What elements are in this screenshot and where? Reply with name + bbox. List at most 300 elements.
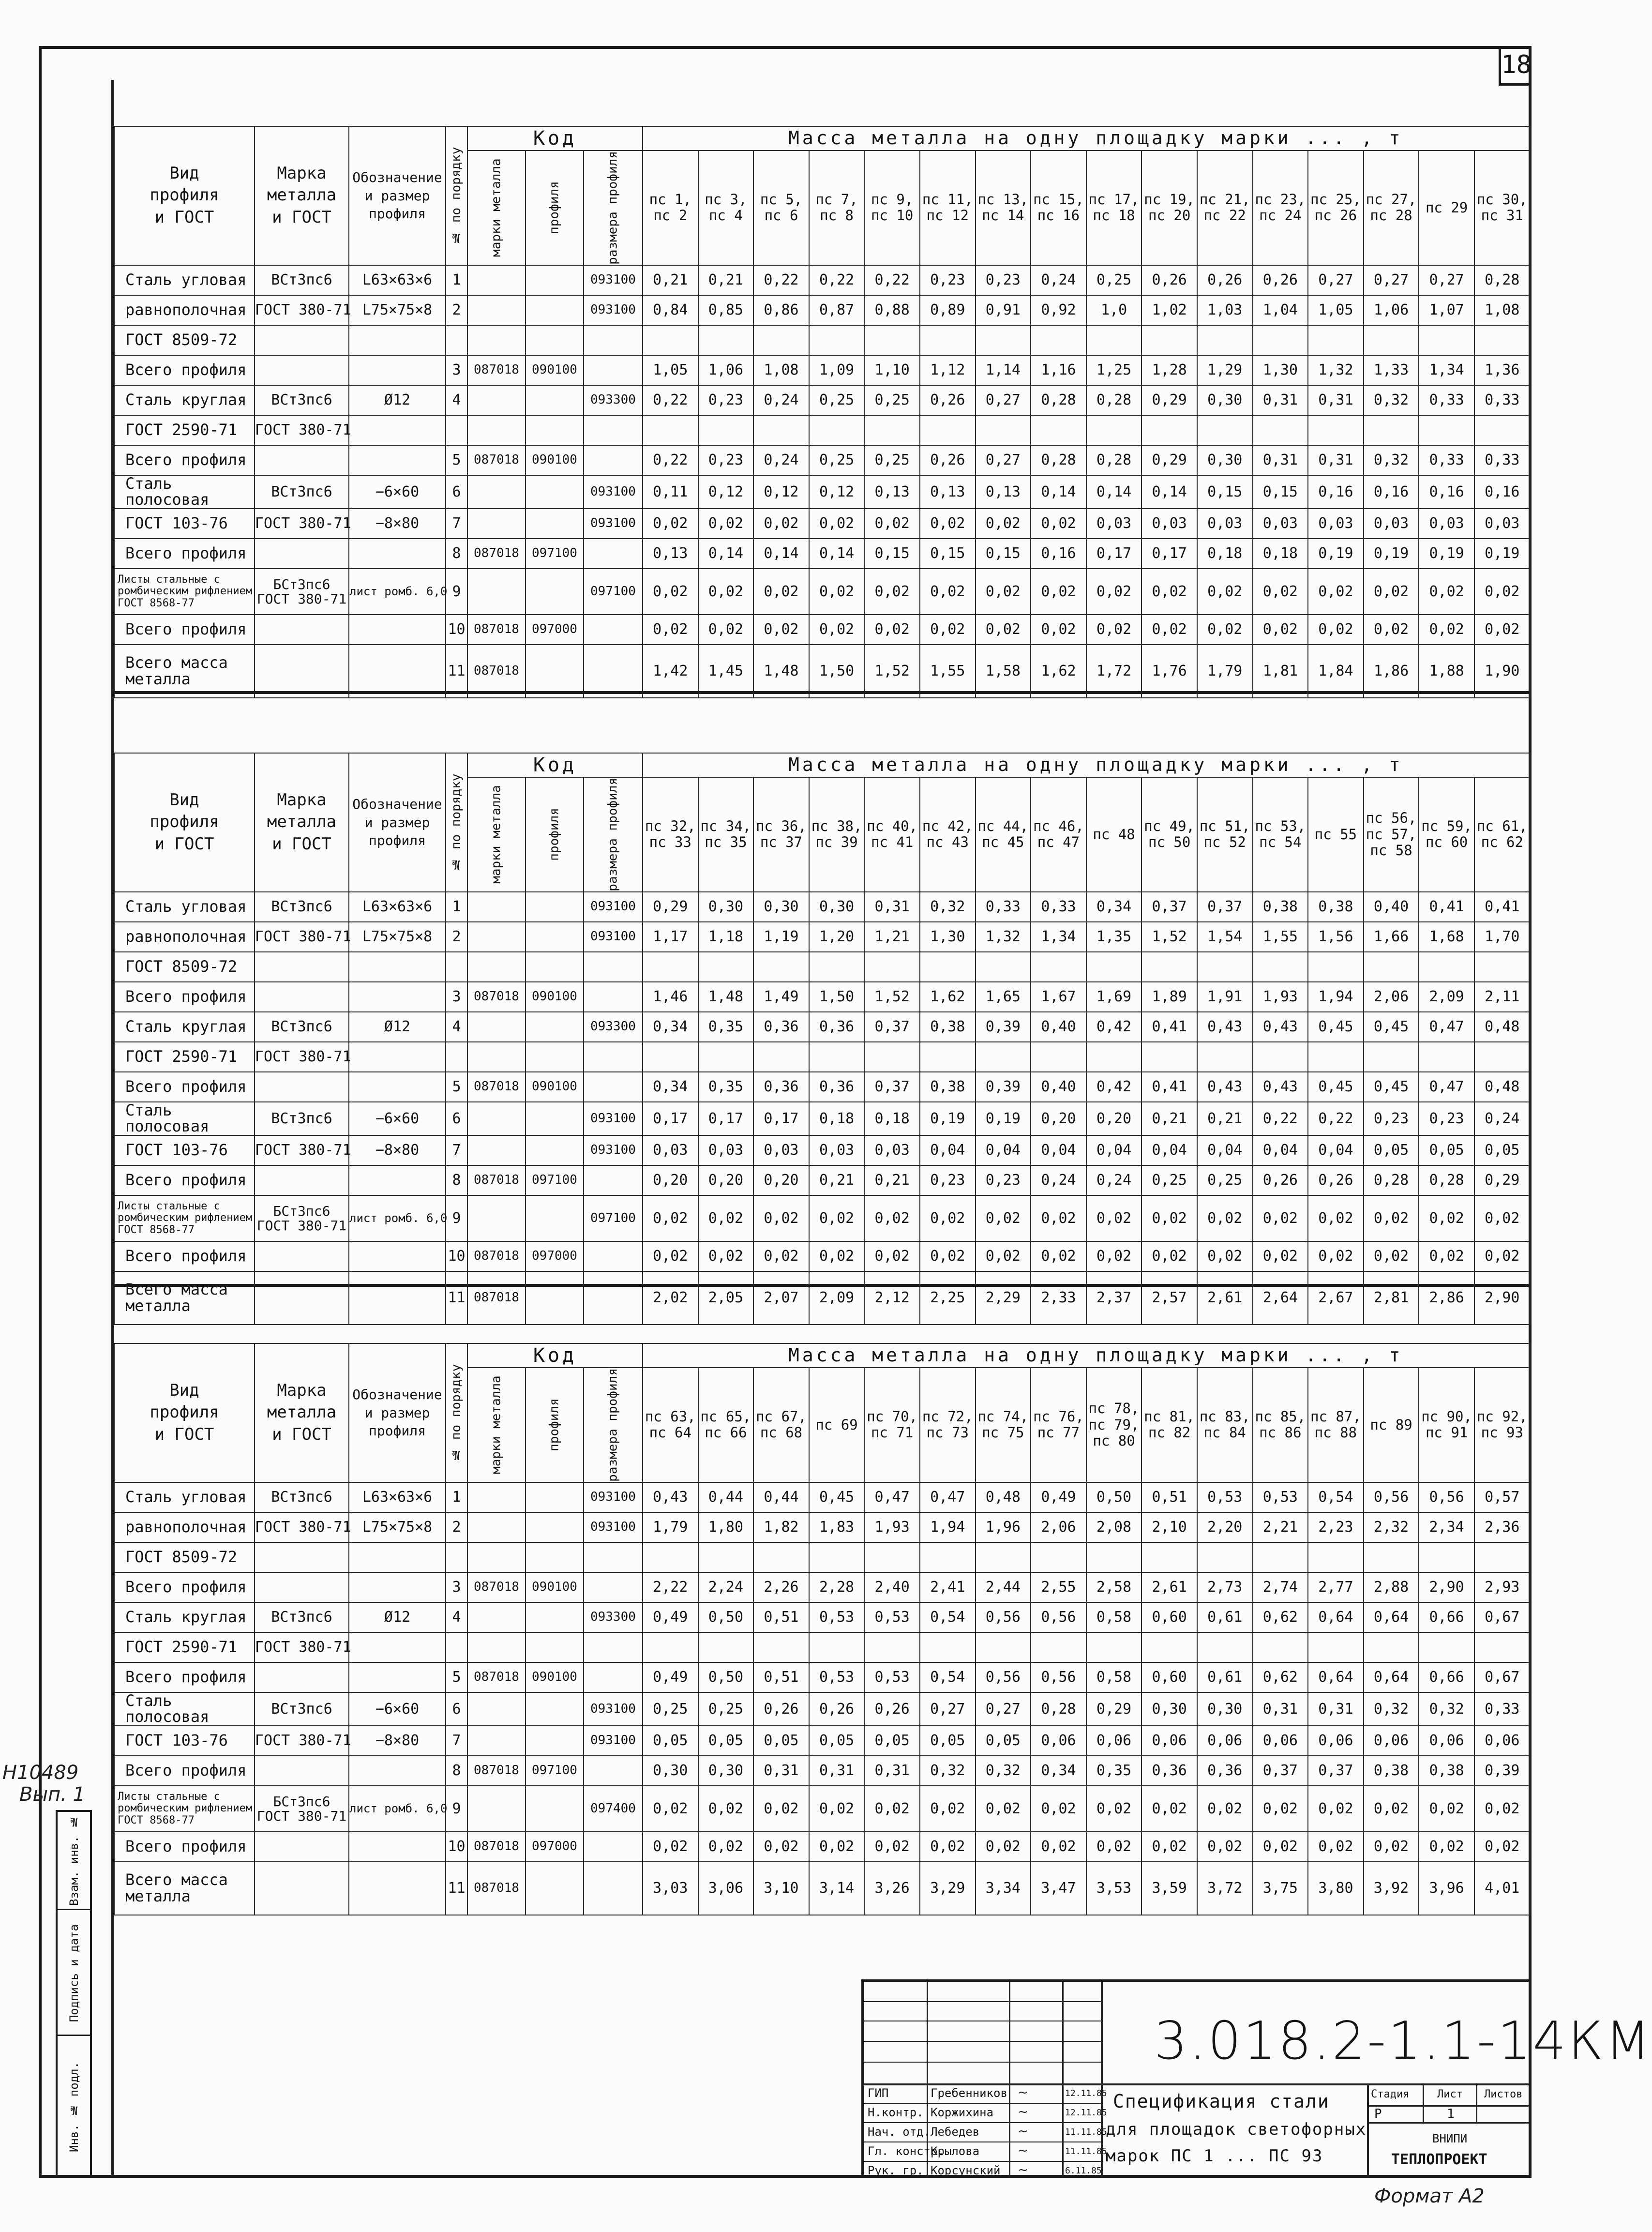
cell-mass — [920, 325, 976, 355]
cell-mass — [976, 1632, 1031, 1662]
cell-mass: 1,81 — [1253, 645, 1308, 698]
cell-number: 5 — [446, 1072, 467, 1102]
cell-mass: 1,09 — [809, 355, 865, 385]
cell-mass: 0,04 — [920, 1135, 976, 1165]
cell-mass: 0,56 — [1031, 1602, 1086, 1632]
cell-vid: Сталь круглая — [114, 385, 255, 415]
cell-mass: 2,88 — [1364, 1572, 1419, 1602]
mark-header: пс 70, пс 71 — [864, 1368, 920, 1482]
cell-mass: 0,04 — [1308, 1135, 1364, 1165]
cell-kod-profilya: 090100 — [526, 355, 584, 385]
cell-mass: 0,02 — [809, 509, 865, 539]
cell-marka: ГОСТ 380-71 — [255, 295, 349, 325]
cell-mass: 0,27 — [1308, 265, 1364, 295]
cell-mass: 2,74 — [1253, 1572, 1308, 1602]
header-vid-gost: и ГОСТ — [154, 208, 214, 227]
cell-mass: 0,02 — [809, 1832, 865, 1862]
cell-kod-marki: 087018 — [467, 615, 526, 645]
cell-mass: 0,06 — [1474, 1726, 1530, 1756]
table-row — [114, 1542, 1530, 1572]
cell-mass: 1,32 — [976, 922, 1031, 952]
cell-mass: 0,06 — [1419, 1726, 1474, 1756]
cell-mass: 0,02 — [1086, 1195, 1142, 1241]
cell-mass: 0,15 — [1253, 475, 1308, 509]
cell-oboz — [349, 445, 446, 475]
cell-oboz — [349, 1862, 446, 1915]
cell-kod-profilya — [526, 569, 584, 615]
cell-mass — [1474, 325, 1530, 355]
col-header-marka — [255, 126, 349, 265]
cell-mass: 1,07 — [1419, 295, 1474, 325]
cell-mass — [1141, 1542, 1197, 1572]
cell-mass: 0,33 — [1474, 385, 1530, 415]
cell-mass — [643, 325, 698, 355]
cell-vid: ГОСТ 103-76 — [114, 1135, 255, 1165]
cell-mass — [1308, 1632, 1364, 1662]
cell-kod-marki: 087018 — [467, 1271, 526, 1325]
cell-kod-razmera: 093100 — [584, 922, 643, 952]
cell-mass — [1474, 952, 1530, 982]
cell-mass: 0,02 — [1364, 569, 1419, 615]
cell-mass: 0,02 — [698, 569, 754, 615]
cell-mass: 0,02 — [1197, 1832, 1253, 1862]
cell-mass: 0,29 — [1141, 445, 1197, 475]
cell-mass: 0,56 — [1364, 1482, 1419, 1512]
cell-vid: Сталь круглая — [114, 1012, 255, 1042]
table-row — [114, 1726, 1530, 1756]
cell-mass — [1364, 952, 1419, 982]
cell-mass: 1,42 — [643, 645, 698, 698]
cell-vid: Сталь угловая — [114, 265, 255, 295]
cell-oboz — [349, 1572, 446, 1602]
cell-mass: 0,02 — [976, 1832, 1031, 1862]
role-date: 6.11.85 — [1065, 2166, 1102, 2176]
mark-header: пс 25, пс 26 — [1308, 151, 1364, 265]
cell-kod-razmera — [584, 1662, 643, 1692]
cell-mass: 0,04 — [1086, 1135, 1142, 1165]
format-label: Формат А2 — [1374, 2185, 1485, 2207]
mark-header: пс 27, пс 28 — [1364, 151, 1419, 265]
table-row — [114, 509, 1530, 539]
cell-kod-marki — [467, 325, 526, 355]
cell-number: 7 — [446, 509, 467, 539]
cell-vid: Сталь полосовая — [114, 1102, 255, 1135]
cell-mass: 0,35 — [1086, 1756, 1142, 1786]
cell-mass: 2,09 — [809, 1271, 865, 1325]
mark-header: пс 74, пс 75 — [976, 1368, 1031, 1482]
table-row — [114, 1786, 1530, 1832]
mark-header: пс 38, пс 39 — [809, 777, 865, 892]
cell-mass: 0,02 — [1474, 1195, 1530, 1241]
header-vid: Вид — [169, 1380, 199, 1400]
cell-mass: 2,34 — [1419, 1512, 1474, 1542]
cell-mass: 0,91 — [976, 295, 1031, 325]
cell-vid: Всего профиля — [114, 1662, 255, 1692]
cell-mass: 0,47 — [1419, 1012, 1474, 1042]
cell-oboz — [349, 1042, 446, 1072]
org-line-2: ТЕПЛОПРОЕКТ — [1391, 2151, 1487, 2168]
table-row — [114, 1572, 1530, 1602]
cell-number: 4 — [446, 385, 467, 415]
cell-mass: 1,84 — [1308, 645, 1364, 698]
cell-mass — [1253, 1632, 1308, 1662]
cell-mass — [753, 1042, 809, 1072]
cell-mass: 2,61 — [1141, 1572, 1197, 1602]
cell-mass: 0,14 — [753, 539, 809, 569]
mark-header: пс 48 — [1086, 777, 1142, 892]
side-label-zam: Взам. инв. № — [67, 1815, 81, 1906]
mark-header: пс 92, пс 93 — [1474, 1368, 1530, 1482]
cell-oboz — [349, 1632, 446, 1662]
cell-mass: 0,31 — [1253, 445, 1308, 475]
cell-mass: 0,26 — [1253, 265, 1308, 295]
cell-mass: 1,21 — [864, 922, 920, 952]
cell-kod-marki — [467, 1602, 526, 1632]
table-row — [114, 1862, 1530, 1915]
cell-mass: 0,02 — [753, 1786, 809, 1832]
cell-mass: 1,35 — [1086, 922, 1142, 952]
col-header-number: № по порядку — [446, 1343, 467, 1482]
cell-kod-profilya — [526, 1012, 584, 1042]
cell-mass: 1,82 — [753, 1512, 809, 1542]
cell-mass: 0,24 — [1474, 1102, 1530, 1135]
cell-kod-profilya — [526, 1692, 584, 1726]
cell-mass — [1197, 415, 1253, 445]
cell-number: 4 — [446, 1602, 467, 1632]
mark-header: пс 69 — [809, 1368, 865, 1482]
cell-marka — [255, 645, 349, 698]
cell-mass — [1197, 1632, 1253, 1662]
cell-mass: 0,02 — [1308, 569, 1364, 615]
cell-mass: 0,53 — [1253, 1482, 1308, 1512]
col-header-oboz — [349, 126, 446, 265]
cell-mass: 3,59 — [1141, 1862, 1197, 1915]
cell-mass: 0,02 — [1364, 1195, 1419, 1241]
cell-vid: ГОСТ 2590-71 — [114, 415, 255, 445]
cell-kod-razmera — [584, 445, 643, 475]
cell-mass: 0,49 — [643, 1662, 698, 1692]
cell-mass: 0,38 — [920, 1012, 976, 1042]
cell-oboz — [349, 952, 446, 982]
cell-oboz: L75×75×8 — [349, 295, 446, 325]
cell-mass — [753, 1542, 809, 1572]
cell-vid: Всего профиля — [114, 982, 255, 1012]
cell-mass — [1474, 1042, 1530, 1072]
cell-mass: 1,66 — [1364, 922, 1419, 952]
cell-mass: 0,02 — [698, 1832, 754, 1862]
title-block — [861, 1979, 1652, 2178]
cell-mass: 0,37 — [1141, 892, 1197, 922]
cell-marka: ГОСТ 380-71 — [255, 922, 349, 952]
cell-mass: 1,69 — [1086, 982, 1142, 1012]
cell-mass — [643, 415, 698, 445]
cell-kod-marki — [467, 1512, 526, 1542]
cell-mass — [1031, 1542, 1086, 1572]
cell-mass: 0,53 — [809, 1602, 865, 1632]
cell-mass — [864, 1542, 920, 1572]
cell-mass — [698, 1632, 754, 1662]
cell-kod-profilya — [526, 1602, 584, 1632]
col-header-oboz — [349, 753, 446, 892]
cell-mass: 0,02 — [643, 615, 698, 645]
col-header-kod-profilya: профиля — [526, 777, 584, 892]
cell-mass: 0,02 — [1308, 1832, 1364, 1862]
cell-kod-profilya — [526, 325, 584, 355]
cell-mass: 0,02 — [1197, 1241, 1253, 1271]
cell-mass: 0,02 — [1031, 509, 1086, 539]
cell-mass: 2,21 — [1253, 1512, 1308, 1542]
cell-mass — [864, 1632, 920, 1662]
cell-marka: БСт3пс6 ГОСТ 380-71 — [255, 569, 349, 615]
mark-header: пс 61, пс 62 — [1474, 777, 1530, 892]
cell-mass: 0,20 — [643, 1165, 698, 1195]
signature: ~ — [1018, 2143, 1028, 2158]
cell-mass: 0,66 — [1419, 1662, 1474, 1692]
table-row — [114, 1662, 1530, 1692]
cell-number — [446, 952, 467, 982]
spec-table-2 — [114, 753, 1531, 1325]
cell-mass: 2,28 — [809, 1572, 865, 1602]
cell-mass: 0,06 — [1086, 1726, 1142, 1756]
cell-mass: 0,33 — [1031, 892, 1086, 922]
cell-vid: ГОСТ 2590-71 — [114, 1632, 255, 1662]
header-vid: Вид — [169, 163, 199, 183]
mark-header: пс 51, пс 52 — [1197, 777, 1253, 892]
cell-mass: 0,31 — [1308, 385, 1364, 415]
cell-kod-razmera: 097100 — [584, 569, 643, 615]
cell-mass — [1031, 415, 1086, 445]
cell-mass: 0,12 — [809, 475, 865, 509]
mark-header: пс 11, пс 12 — [920, 151, 976, 265]
cell-number: 11 — [446, 1862, 467, 1915]
cell-mass: 2,44 — [976, 1572, 1031, 1602]
cell-kod-razmera — [584, 539, 643, 569]
cell-number: 3 — [446, 1572, 467, 1602]
mark-header: пс 30, пс 31 — [1474, 151, 1530, 265]
table-row — [114, 325, 1530, 355]
cell-mass: 0,54 — [920, 1662, 976, 1692]
mark-header: пс 76, пс 77 — [1031, 1368, 1086, 1482]
cell-mass — [1141, 325, 1197, 355]
col-header-number: № по порядку — [446, 753, 467, 892]
cell-mass: 0,54 — [1308, 1482, 1364, 1512]
cell-mass: 0,02 — [1141, 1832, 1197, 1862]
header-marka-metal: металла — [267, 185, 337, 205]
cell-mass: 1,10 — [864, 355, 920, 385]
cell-kod-razmera: 093100 — [584, 1135, 643, 1165]
cell-mass: 0,33 — [1419, 445, 1474, 475]
cell-marka — [255, 1862, 349, 1915]
cell-mass: 1,06 — [1364, 295, 1419, 325]
cell-mass: 0,38 — [1364, 1756, 1419, 1786]
cell-mass: 0,30 — [1197, 385, 1253, 415]
cell-kod-marki — [467, 1135, 526, 1165]
cell-mass: 0,56 — [1419, 1482, 1474, 1512]
cell-mass — [1086, 952, 1142, 982]
cell-mass: 0,87 — [809, 295, 865, 325]
cell-mass: 0,11 — [643, 475, 698, 509]
cell-mass: 3,92 — [1364, 1862, 1419, 1915]
cell-mass: 0,31 — [1253, 1692, 1308, 1726]
sheet-number: 18 — [1499, 46, 1532, 86]
cell-mass: 0,02 — [920, 615, 976, 645]
cell-marka: ГОСТ 380-71 — [255, 1135, 349, 1165]
cell-kod-profilya — [526, 295, 584, 325]
cell-number — [446, 1632, 467, 1662]
cell-mass: 0,04 — [1197, 1135, 1253, 1165]
header-oboz-2: и размер — [364, 1404, 430, 1421]
cell-mass: 1,58 — [976, 645, 1031, 698]
cell-mass: 0,02 — [643, 1195, 698, 1241]
cell-mass: 0,16 — [1364, 475, 1419, 509]
cell-mass — [1031, 952, 1086, 982]
cell-vid: ГОСТ 8509-72 — [114, 325, 255, 355]
cell-marka: ВСт3пс6 — [255, 1102, 349, 1135]
cell-mass: 0,61 — [1197, 1662, 1253, 1692]
cell-mass: 0,27 — [1419, 265, 1474, 295]
cell-mass: 2,93 — [1474, 1572, 1530, 1602]
cell-mass: 0,02 — [1141, 1241, 1197, 1271]
cell-mass: 0,30 — [698, 1756, 754, 1786]
cell-mass — [809, 952, 865, 982]
cell-mass: 0,17 — [1086, 539, 1142, 569]
cell-oboz — [349, 415, 446, 445]
cell-kod-marki — [467, 1012, 526, 1042]
signature: ~ — [1018, 2124, 1028, 2139]
cell-mass: 0,31 — [809, 1756, 865, 1786]
cell-kod-profilya — [526, 1195, 584, 1241]
cell-marka: ВСт3пс6 — [255, 1692, 349, 1726]
cell-mass: 0,03 — [1197, 509, 1253, 539]
mark-header: пс 19, пс 20 — [1141, 151, 1197, 265]
cell-mass: 0,56 — [1031, 1662, 1086, 1692]
cell-mass: 1,96 — [976, 1512, 1031, 1542]
cell-mass: 1,55 — [1253, 922, 1308, 952]
cell-mass — [1086, 1042, 1142, 1072]
cell-mass: 1,89 — [1141, 982, 1197, 1012]
cell-mass: 0,02 — [1419, 615, 1474, 645]
cell-kod-razmera — [584, 415, 643, 445]
cell-mass: 0,02 — [1253, 1195, 1308, 1241]
spec-table-3 — [114, 1343, 1531, 1915]
cell-marka: ГОСТ 380-71 — [255, 1632, 349, 1662]
cell-mass: 0,36 — [1141, 1756, 1197, 1786]
cell-number: 8 — [446, 1165, 467, 1195]
cell-mass: 0,30 — [698, 892, 754, 922]
cell-kod-marki: 087018 — [467, 645, 526, 698]
mark-header: пс 44, пс 45 — [976, 777, 1031, 892]
cell-mass: 2,20 — [1197, 1512, 1253, 1542]
cell-mass — [753, 415, 809, 445]
mark-header: пс 23, пс 24 — [1253, 151, 1308, 265]
cell-mass: 0,43 — [1253, 1072, 1308, 1102]
cell-mass: 0,48 — [1474, 1072, 1530, 1102]
cell-mass: 0,02 — [1419, 569, 1474, 615]
cell-vid: Всего профиля — [114, 1165, 255, 1195]
cell-number: 11 — [446, 1271, 467, 1325]
cell-mass: 1,02 — [1141, 295, 1197, 325]
cell-mass — [1253, 1542, 1308, 1572]
cell-mass: 0,02 — [1419, 1241, 1474, 1271]
side-cell-zam — [58, 1812, 90, 1909]
cell-mass: 0,23 — [920, 265, 976, 295]
cell-mass: 0,25 — [1141, 1165, 1197, 1195]
cell-mass: 2,32 — [1364, 1512, 1419, 1542]
cell-mass: 0,02 — [1141, 1195, 1197, 1241]
header-vid-gost: и ГОСТ — [154, 1425, 214, 1445]
cell-mass: 0,62 — [1253, 1662, 1308, 1692]
cell-vid: Всего профиля — [114, 539, 255, 569]
role-date: 12.11.85 — [1065, 2108, 1107, 2118]
cell-mass: 3,75 — [1253, 1862, 1308, 1915]
cell-mass: 0,03 — [809, 1135, 865, 1165]
cell-mass: 0,02 — [976, 1241, 1031, 1271]
cell-mass — [920, 952, 976, 982]
cell-kod-razmera — [584, 1832, 643, 1862]
cell-oboz: L75×75×8 — [349, 1512, 446, 1542]
cell-mass: 0,26 — [753, 1692, 809, 1726]
cell-mass: 2,29 — [976, 1271, 1031, 1325]
cell-kod-razmera — [584, 615, 643, 645]
cell-mass: 1,80 — [698, 1512, 754, 1542]
cell-kod-marki — [467, 385, 526, 415]
cell-mass: 0,20 — [698, 1165, 754, 1195]
cell-kod-razmera: 093100 — [584, 1692, 643, 1726]
side-stamp — [56, 1810, 92, 2178]
cell-vid: Всего профиля — [114, 1832, 255, 1862]
cell-vid: равнополочная — [114, 1512, 255, 1542]
cell-mass: 0,02 — [1031, 1241, 1086, 1271]
cell-kod-marki: 087018 — [467, 445, 526, 475]
cell-mass: 0,64 — [1308, 1602, 1364, 1632]
cell-oboz: Ø12 — [349, 385, 446, 415]
cell-mass: 0,47 — [920, 1482, 976, 1512]
cell-mass: 2,23 — [1308, 1512, 1364, 1542]
cell-kod-profilya — [526, 1786, 584, 1832]
cell-mass: 0,26 — [1141, 265, 1197, 295]
table-row — [114, 892, 1530, 922]
cell-mass — [809, 415, 865, 445]
cell-mass: 0,50 — [698, 1602, 754, 1632]
cell-mass: 0,34 — [1031, 1756, 1086, 1786]
cell-marka: ГОСТ 380-71 — [255, 1512, 349, 1542]
cell-mass: 0,43 — [1253, 1012, 1308, 1042]
cell-oboz — [349, 1662, 446, 1692]
cell-mass: 1,93 — [864, 1512, 920, 1542]
table-row — [114, 539, 1530, 569]
cell-mass: 0,28 — [1031, 1692, 1086, 1726]
cell-mass: 0,38 — [1253, 892, 1308, 922]
cell-mass: 0,30 — [753, 892, 809, 922]
cell-mass: 1,30 — [920, 922, 976, 952]
cell-mass: 0,67 — [1474, 1662, 1530, 1692]
header-vid: Вид — [169, 790, 199, 810]
role-date: 12.11.85 — [1065, 2088, 1107, 2098]
header-marka-metal: металла — [267, 812, 337, 832]
signature: ~ — [1018, 2105, 1028, 2119]
cell-mass: 0,23 — [698, 385, 754, 415]
cell-mass: 0,02 — [1253, 1832, 1308, 1862]
cell-vid: Листы стальные с ромбическим рифлением ГОСТ 8568-77 — [114, 1195, 255, 1241]
cell-kod-razmera — [584, 1632, 643, 1662]
cell-marka: БСт3пс6 ГОСТ 380-71 — [255, 1195, 349, 1241]
cell-mass: 1,56 — [1308, 922, 1364, 952]
cell-mass — [920, 415, 976, 445]
cell-kod-razmera: 093100 — [584, 265, 643, 295]
cell-mass: 0,02 — [864, 615, 920, 645]
cell-mass: 0,18 — [809, 1102, 865, 1135]
cell-mass — [753, 325, 809, 355]
